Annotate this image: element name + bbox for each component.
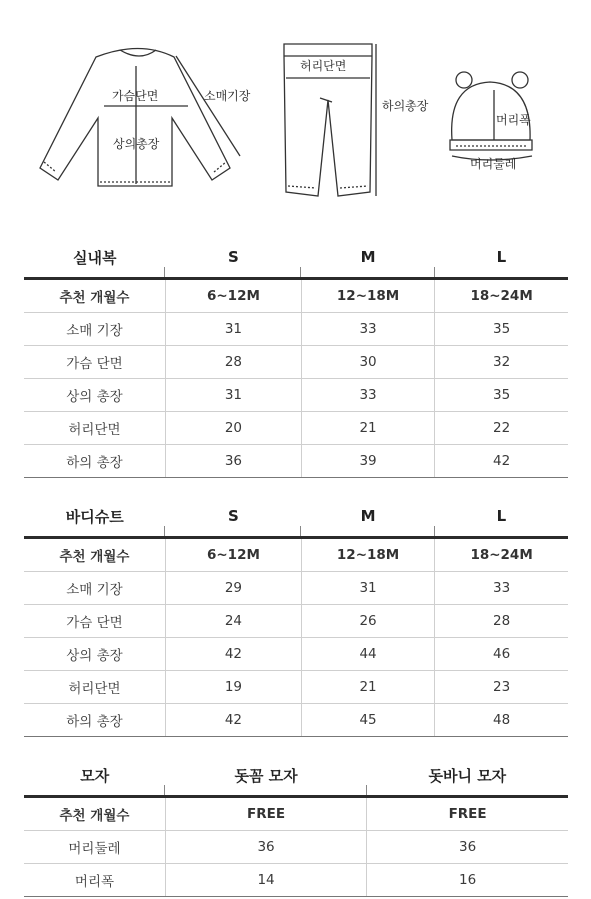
table-row	[24, 346, 568, 379]
row-label: 허리단면	[24, 412, 165, 445]
cell: 21	[301, 412, 434, 445]
row-label: 가슴 단면	[24, 346, 165, 379]
row-label: 상의 총장	[24, 379, 165, 412]
cell: 6~12M	[165, 538, 301, 572]
table-row	[24, 671, 568, 704]
head-circumference-label: 머리둘레	[470, 157, 517, 171]
homewear-size-table	[24, 237, 568, 478]
cell: 39	[301, 445, 434, 478]
cell: 30	[301, 346, 434, 379]
table-row	[24, 538, 568, 572]
cell: 28	[435, 605, 568, 638]
cell: 14	[165, 864, 366, 897]
cell: 36	[165, 831, 366, 864]
row-label: 가슴 단면	[24, 605, 165, 638]
cell: 32	[435, 346, 568, 379]
cell: 18~24M	[435, 279, 568, 313]
table-row	[24, 605, 568, 638]
row-label: 추천 개월수	[24, 279, 165, 313]
table-row	[24, 412, 568, 445]
row-label: 머리폭	[24, 864, 165, 897]
table-header-size: L	[435, 496, 568, 538]
cell: 44	[301, 638, 434, 671]
cell: 42	[165, 638, 301, 671]
row-label: 머리둘레	[24, 831, 165, 864]
cell: 48	[435, 704, 568, 737]
row-label: 하의 총장	[24, 704, 165, 737]
cell: 33	[435, 572, 568, 605]
table-row	[24, 864, 568, 897]
table-header-category: 모자	[24, 755, 165, 797]
cell: 33	[301, 379, 434, 412]
cell: 21	[301, 671, 434, 704]
head-width-label: 머리폭	[496, 113, 531, 127]
table-header-size: S	[165, 496, 301, 538]
size-guide-illustrations	[0, 0, 591, 230]
table-row	[24, 313, 568, 346]
table-row	[24, 797, 568, 831]
row-label: 소매 기장	[24, 572, 165, 605]
table-row	[24, 379, 568, 412]
cell: 20	[165, 412, 301, 445]
cell: 12~18M	[301, 538, 434, 572]
hat-size-table	[24, 755, 568, 897]
table-header-category: 실내복	[24, 237, 165, 279]
table-header-size: M	[301, 496, 434, 538]
sleeve-length-label: 소매기장	[204, 89, 251, 103]
cell: 31	[165, 379, 301, 412]
row-label: 소매 기장	[24, 313, 165, 346]
table-row	[24, 638, 568, 671]
cell: FREE	[165, 797, 366, 831]
cell: 36	[165, 445, 301, 478]
cell: 35	[435, 313, 568, 346]
cell: 31	[165, 313, 301, 346]
table-header-size: S	[165, 237, 301, 279]
top-length-label: 상의총장	[113, 137, 160, 151]
table-header-size: L	[435, 237, 568, 279]
table-header-size: M	[301, 237, 434, 279]
cell: 19	[165, 671, 301, 704]
row-label: 하의 총장	[24, 445, 165, 478]
table-row	[24, 831, 568, 864]
table-header-hat-type: 돗꼼 모자	[165, 755, 366, 797]
table-row	[24, 704, 568, 737]
row-label: 추천 개월수	[24, 797, 165, 831]
cell: 18~24M	[435, 538, 568, 572]
cell: 31	[301, 572, 434, 605]
cell: 24	[165, 605, 301, 638]
cell: 33	[301, 313, 434, 346]
cell: 45	[301, 704, 434, 737]
cell: 26	[301, 605, 434, 638]
table-row	[24, 445, 568, 478]
table-header-hat-type: 돗바니 모자	[367, 755, 568, 797]
cell: FREE	[367, 797, 568, 831]
cell: 23	[435, 671, 568, 704]
cell: 6~12M	[165, 279, 301, 313]
row-label: 상의 총장	[24, 638, 165, 671]
waist-width-label: 허리단면	[300, 59, 347, 73]
cell: 16	[367, 864, 568, 897]
table-row	[24, 572, 568, 605]
pants-length-label: 하의총장	[382, 99, 429, 113]
cell: 35	[435, 379, 568, 412]
row-label: 추천 개월수	[24, 538, 165, 572]
top-garment-icon	[40, 49, 240, 187]
cell: 28	[165, 346, 301, 379]
cell: 36	[367, 831, 568, 864]
bodysuit-size-table	[24, 496, 568, 737]
cell: 12~18M	[301, 279, 434, 313]
chest-width-label: 가슴단면	[112, 89, 159, 103]
table-header-category: 바디슈트	[24, 496, 165, 538]
row-label: 허리단면	[24, 671, 165, 704]
cell: 22	[435, 412, 568, 445]
cell: 42	[165, 704, 301, 737]
cell: 46	[435, 638, 568, 671]
cell: 42	[435, 445, 568, 478]
cell: 29	[165, 572, 301, 605]
table-row	[24, 279, 568, 313]
